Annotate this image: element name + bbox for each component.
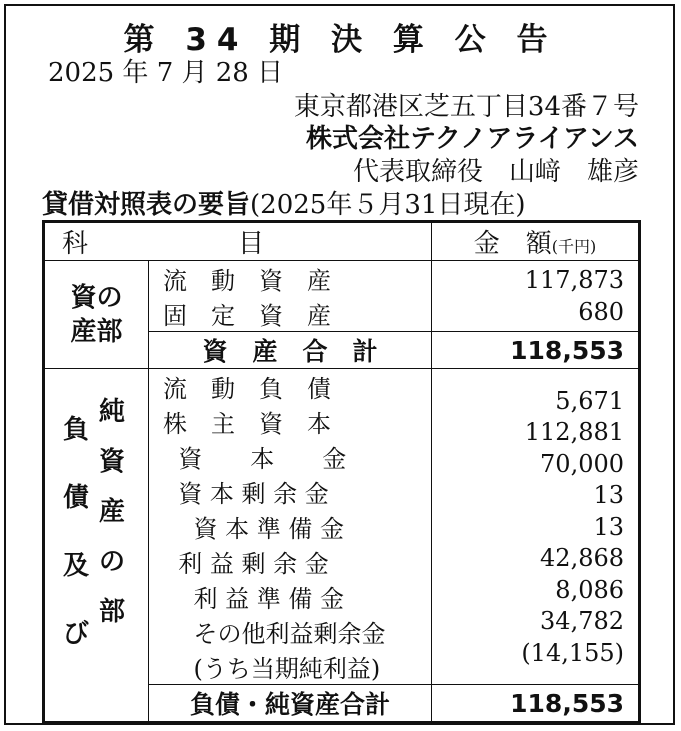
side-char: 産	[98, 497, 125, 527]
liabilities-value: 42,868	[540, 544, 625, 572]
liabilities-value: 34,782	[540, 607, 625, 635]
liabilities-value: 13	[593, 481, 625, 509]
subject-header: 科目	[44, 222, 432, 261]
amount-header: 金 額(千円)	[432, 222, 640, 261]
balance-sheet-heading	[42, 184, 526, 221]
assets-side-label: 資の 産部	[44, 261, 149, 369]
side-char: 部	[98, 597, 125, 627]
liabilities-label: 利 益 剰 余 金	[163, 550, 329, 578]
liabilities-label: 資 本 剰 余 金	[163, 480, 329, 508]
company-address: 東京都港区芝五丁目34番７号	[293, 92, 639, 122]
liabilities-label: 流 動 負 債	[163, 375, 331, 403]
liabilities-section	[44, 369, 640, 685]
notice-title: 第 34 期 決 算 公 告	[123, 22, 558, 58]
notice-date: 2025 年 7 月 28 日	[48, 58, 284, 88]
company-name: 株式会社テクノアライアンス	[305, 124, 639, 154]
assets-label: 固 定 資 産	[163, 302, 331, 330]
liabilities-label: 利 益 準 備 金	[163, 585, 345, 613]
liabilities-value: 5,671	[555, 386, 625, 415]
liabilities-label: 資 本 準 備 金	[163, 515, 345, 543]
assets-value: 680	[578, 297, 625, 326]
heading-date: (2025年５月31日現在)	[250, 190, 526, 220]
side-char: 負	[62, 415, 89, 445]
liabilities-value: (14,155)	[521, 638, 625, 667]
liabilities-total-value: 118,553	[432, 685, 640, 723]
liabilities-label: (うち当期純利益)	[163, 655, 381, 683]
liabilities-value: 8,086	[555, 575, 625, 604]
liabilities-side-label	[44, 369, 149, 723]
liabilities-value: 13	[593, 512, 625, 541]
assets-value: 117,873	[524, 266, 625, 295]
side-char: の	[98, 547, 125, 577]
liabilities-label: 株 主 資 本	[163, 410, 331, 438]
liabilities-total-label: 負債・純資産合計	[149, 685, 432, 723]
representative: 代表取締役 山﨑 雄彦	[352, 157, 639, 187]
assets-total-value: 118,553	[432, 332, 640, 369]
heading-main: 貸借対照表の要旨	[42, 190, 251, 220]
balance-sheet-table	[42, 220, 641, 724]
side-char: 資	[98, 447, 125, 477]
side-char: 及	[62, 551, 89, 581]
side-char: 純	[98, 397, 125, 427]
side-char: 債	[62, 483, 89, 513]
side-char: び	[62, 619, 89, 649]
liabilities-value: 70,000	[540, 449, 625, 478]
assets-section	[44, 261, 640, 332]
liabilities-label: 資 本 金	[163, 445, 347, 473]
table-header-row	[44, 222, 640, 261]
liabilities-label: その他利益剰余金	[163, 620, 386, 648]
assets-total-label: 資 産 合 計	[149, 332, 432, 369]
unit-label: (千円)	[551, 237, 597, 256]
liabilities-value: 112,881	[524, 418, 625, 446]
assets-label: 流 動 資 産	[163, 267, 331, 295]
